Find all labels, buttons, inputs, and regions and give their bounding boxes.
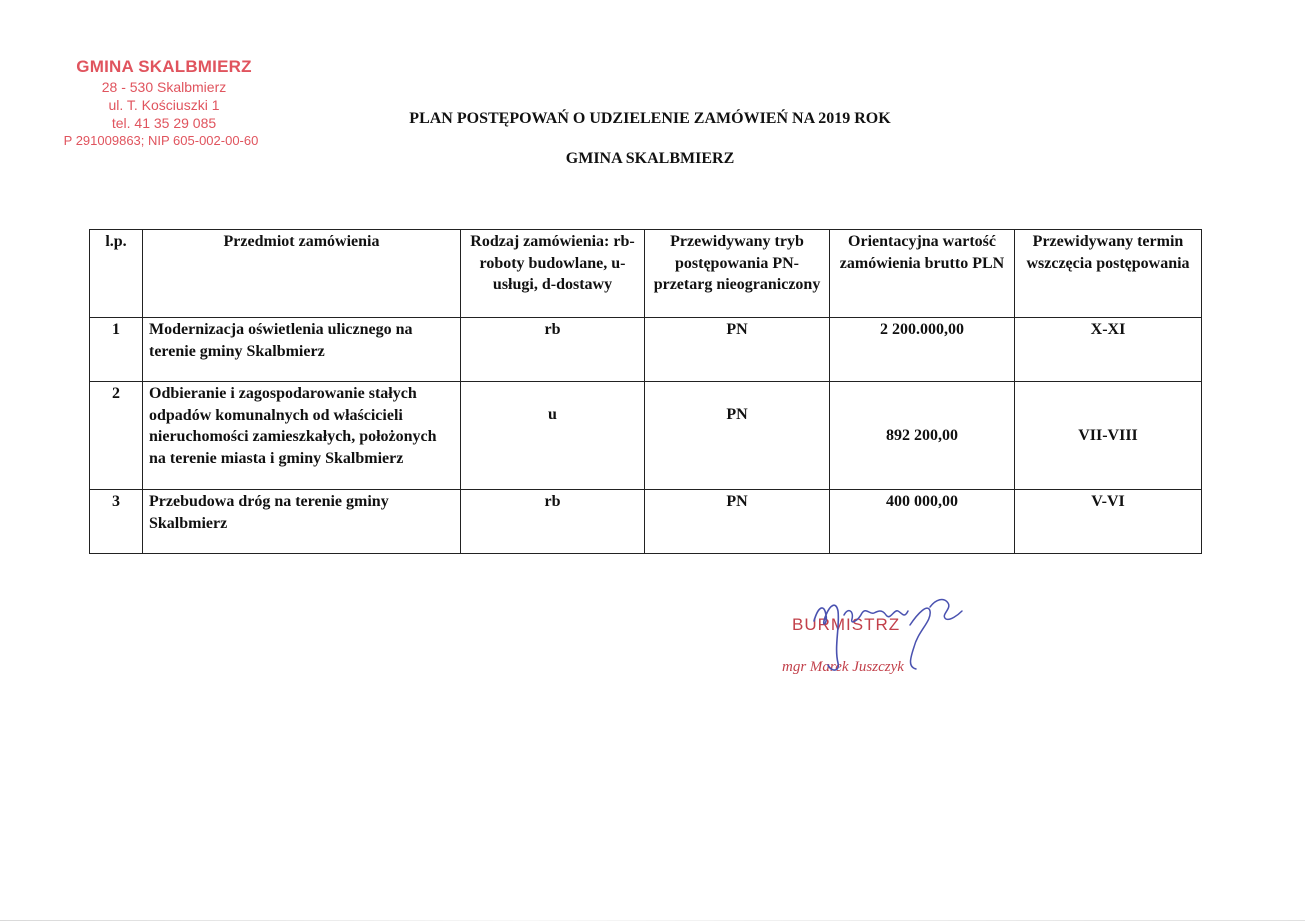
cell-term: V-VI	[1015, 490, 1202, 554]
stamp-office-name: GMINA SKALBMIERZ	[76, 57, 252, 76]
cell-subject: Modernizacja oświetlenia ulicznego na terenie gminy Skalbmierz	[143, 318, 461, 382]
procurement-plan-table	[89, 229, 1202, 554]
header-lp: l.p.	[90, 230, 143, 318]
cell-value: 400 000,00	[830, 490, 1015, 554]
table-row	[90, 490, 1202, 554]
cell-lp: 2	[90, 382, 143, 490]
scan-edge-line	[0, 920, 1305, 921]
cell-mode: PN	[645, 318, 830, 382]
cell-type: rb	[461, 490, 645, 554]
header-type: Rodzaj zamówienia: rb-roboty budowlane, u-usługi, d-dostawy	[461, 230, 645, 318]
table-header-row	[90, 230, 1202, 318]
signature-title: BURMISTRZ	[792, 615, 901, 634]
cell-mode	[645, 382, 830, 490]
cell-subject: Odbieranie i zagospodarowanie stałych odpadów komunalnych od właścicieli nieruchomości zamieszkałych, położonych na terenie miasta i gminy Skalbmierz	[143, 382, 461, 490]
table-row	[90, 382, 1202, 490]
cell-type	[461, 382, 645, 490]
stamp-postal-code: 28 - 530 Skalbmierz	[101, 79, 227, 95]
stamp-street: ul. T. Kościuszki 1	[108, 97, 220, 113]
signature-name: mgr Marek Juszczyk	[782, 659, 904, 675]
document-title: PLAN POSTĘPOWAŃ O UDZIELENIE ZAMÓWIEŃ NA 2019 ROK	[409, 110, 891, 127]
header-mode: Przewidywany tryb postępowania PN-przetarg nieograniczony	[645, 230, 830, 318]
cell-lp: 3	[90, 490, 143, 554]
table-row	[90, 318, 1202, 382]
cell-lp: 1	[90, 318, 143, 382]
header-subject: Przedmiot zamówienia	[143, 230, 461, 318]
cell-mode-text: PN	[726, 406, 748, 423]
document-subtitle: GMINA SKALBMIERZ	[565, 150, 735, 167]
cell-value: 2 200.000,00	[830, 318, 1015, 382]
cell-type: rb	[461, 318, 645, 382]
cell-term: VII-VIII	[1015, 382, 1202, 490]
header-term: Przewidywany termin wszczęcia postępowania	[1015, 230, 1202, 318]
handwritten-signature	[780, 585, 980, 685]
office-stamp	[46, 56, 282, 150]
cell-type-text: u	[548, 406, 557, 423]
stamp-phone: tel. 41 35 29 085	[111, 115, 217, 131]
cell-term: X-XI	[1015, 318, 1202, 382]
cell-value: 892 200,00	[830, 382, 1015, 490]
stamp-identifiers: P 291009863; NIP 605-002-00-60	[63, 133, 259, 148]
signature-block	[760, 585, 1000, 695]
cell-subject: Przebudowa dróg na terenie gminy Skalbmierz	[143, 490, 461, 554]
cell-mode: PN	[645, 490, 830, 554]
header-value: Orientacyjna wartość zamówienia brutto PLN	[830, 230, 1015, 318]
